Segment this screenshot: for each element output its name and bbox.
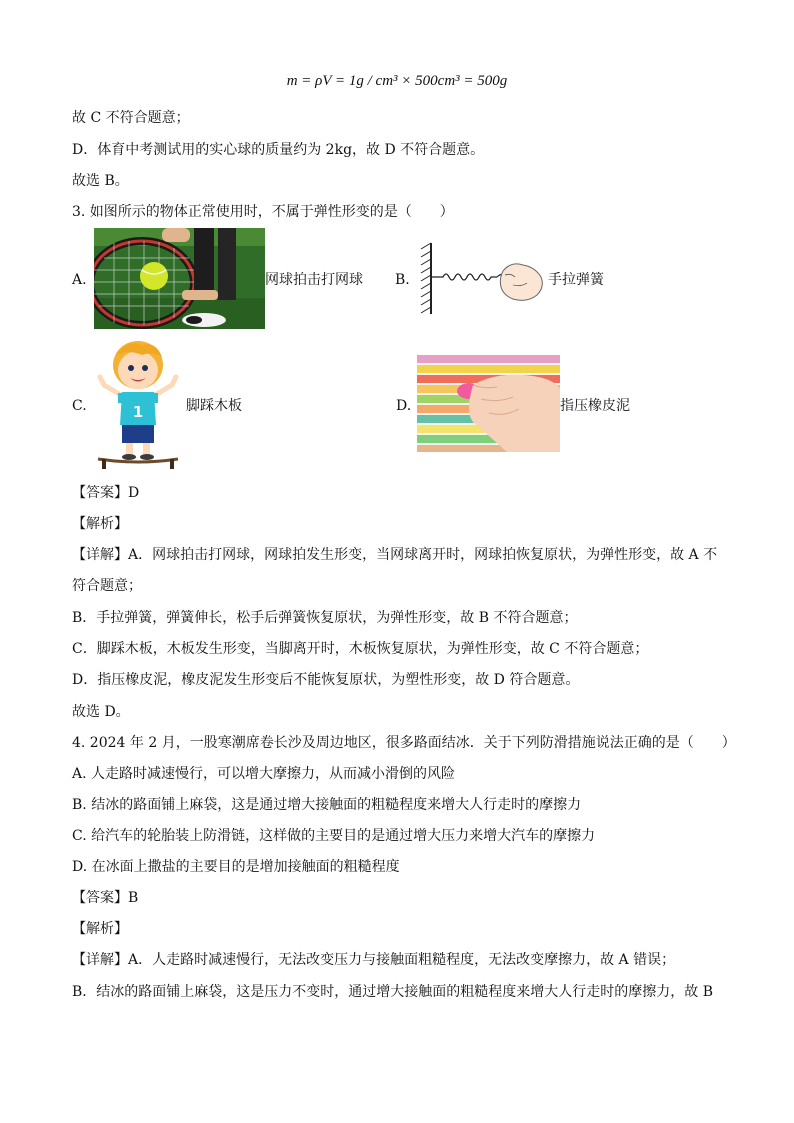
boy-on-board-image: [94, 337, 182, 471]
question-4-option-a: A. 人走路时减速慢行，可以增大摩擦力，从而减小滑倒的风险: [72, 766, 456, 782]
question-4-detail-line: 【详解】A．人走路时减速慢行，无法改变压力与接触面粗糙程度，无法改变摩擦力，故 A 错误；: [72, 952, 676, 968]
spring-image: [413, 241, 548, 316]
question-4-analysis-heading: 【解析】: [72, 921, 128, 937]
question-3-detail-line: C．脚踩木板，木板发生形变，当脚离开时，木板恢复原状，为弹性形变，故 C 不符合题意；: [72, 641, 649, 657]
question-4-answer: 【答案】B: [72, 890, 139, 906]
question-4-option-b: B. 结冰的路面铺上麻袋，这是通过增大接触面的粗糙程度来增大人行走时的摩擦力: [72, 797, 582, 813]
question-3-detail-line: B．手拉弹簧，弹簧伸长，松手后弹簧恢复原状，为弹性形变，故 B 不符合题意；: [72, 610, 578, 626]
question-4-detail-line: B．结冰的路面铺上麻袋，这是压力不变时，通过增大接触面的粗糙程度来增大人行走时的摩擦力，故 B: [72, 984, 714, 1000]
option-c-letter: C.: [72, 398, 87, 414]
question-3-answer: 【答案】D: [72, 485, 140, 501]
tennis-racket-image: [94, 228, 265, 329]
question-3-detail-line: D．指压橡皮泥，橡皮泥发生形变后不能恢复原状，为塑性形变，故 D 符合题意。: [72, 672, 580, 688]
text-line: 故选 B。: [72, 173, 129, 189]
option-b-caption: 手拉弹簧: [548, 272, 604, 288]
option-d-letter: D.: [396, 398, 412, 414]
question-4-option-d: D. 在冰面上撒盐的主要目的是增加接触面的粗糙程度: [72, 859, 400, 875]
question-4-option-c: C. 给汽车的轮胎装上防滑链，这样做的主要目的是通过增大压力来增大汽车的摩擦力: [72, 828, 596, 844]
option-a-caption: 网球拍击打网球: [265, 272, 363, 288]
text-line: D．体育中考测试用的实心球的质量约为 2kg，故 D 不符合题意。: [72, 142, 485, 158]
option-d-caption: 指压橡皮泥: [560, 398, 630, 414]
jersey-number: 1: [132, 403, 144, 421]
question-3-detail-line: 【详解】A．网球拍击打网球，网球拍发生形变，当网球离开时，网球拍恢复原状，为弹性形变，故 A 不: [72, 547, 718, 563]
question-3-detail-line: 符合题意；: [72, 578, 142, 594]
option-a-letter: A.: [72, 272, 87, 288]
text-line: 故 C 不符合题意；: [72, 110, 190, 126]
question-3-conclusion: 故选 D。: [72, 704, 130, 720]
question-3-stem: 3. 如图所示的物体正常使用时，不属于弹性形变的是（ ）: [72, 204, 454, 220]
density-formula: m = ρV = 1g / cm³ × 500cm³ = 500g: [286, 73, 508, 89]
question-4-stem: 4. 2024 年 2 月，一股寒潮席卷长沙及周边地区，很多路面结冰．关于下列防滑措施说法正确的是（ ）: [72, 735, 736, 751]
option-b-letter: B.: [395, 272, 410, 288]
option-c-caption: 脚踩木板: [186, 398, 242, 414]
question-3-analysis-heading: 【解析】: [72, 516, 128, 532]
clay-press-image: [417, 355, 560, 452]
